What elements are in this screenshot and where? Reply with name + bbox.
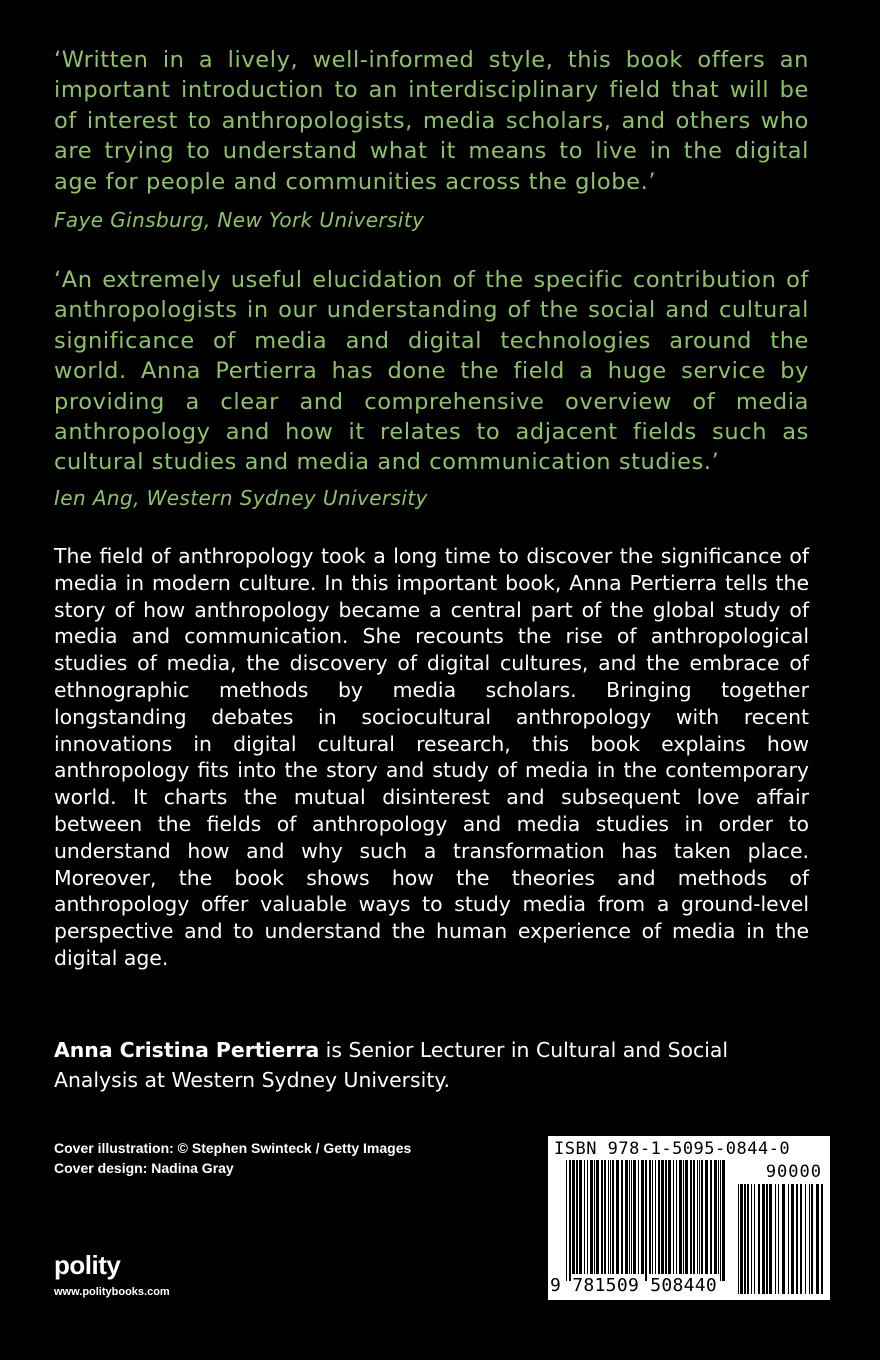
barcode-bar bbox=[690, 1160, 692, 1274]
barcode-bar bbox=[796, 1184, 798, 1294]
barcode-bar bbox=[811, 1184, 813, 1294]
barcode-bar bbox=[782, 1184, 785, 1294]
barcode-bar bbox=[758, 1184, 760, 1294]
barcode-bar bbox=[594, 1160, 595, 1274]
barcode-bar bbox=[775, 1184, 776, 1294]
barcode-bar bbox=[697, 1160, 698, 1274]
illustration-credit: Cover illustration: © Stephen Swinteck / Getty Images bbox=[54, 1140, 412, 1156]
barcode-bar bbox=[778, 1184, 779, 1294]
barcode-bar bbox=[658, 1160, 660, 1274]
barcode-bar bbox=[754, 1184, 755, 1294]
barcode-bar bbox=[747, 1184, 749, 1294]
barcode-bar bbox=[665, 1160, 667, 1274]
barcode-bar bbox=[601, 1160, 603, 1274]
barcode-digits: 9 781509 508440 bbox=[550, 1275, 718, 1296]
barcode-bar bbox=[590, 1160, 593, 1274]
barcode-bar bbox=[579, 1160, 582, 1274]
barcode-bar bbox=[621, 1160, 623, 1274]
review-attribution-2: Ien Ang, Western Sydney University bbox=[54, 486, 428, 510]
barcode-bar bbox=[633, 1160, 636, 1274]
barcode-bar bbox=[608, 1160, 609, 1274]
barcode-bar bbox=[705, 1160, 708, 1274]
barcode-bar bbox=[616, 1160, 619, 1274]
barcode-bar bbox=[809, 1184, 810, 1294]
review-quote-2: ‘An extremely useful elucidation of the specific contribution of anthropologists in our understanding of the social and cultural significance of media and digital technologies around the world. Anna Pertierra has done the field a huge service by providing a clear and comprehensive overview of media anthropology and how it relates to adjacent fields such as cultural studies and media and communication studies.’ bbox=[54, 267, 809, 476]
barcode-bar bbox=[566, 1160, 567, 1281]
author-bio bbox=[54, 1035, 814, 1095]
barcode-bar bbox=[569, 1160, 571, 1281]
barcode-bar bbox=[714, 1160, 717, 1274]
barcode-bar bbox=[587, 1160, 588, 1274]
barcode-bar bbox=[816, 1184, 819, 1294]
barcode-bar bbox=[596, 1160, 599, 1274]
barcode-bar bbox=[584, 1160, 585, 1274]
barcode-bar bbox=[673, 1160, 674, 1274]
barcode-bar bbox=[604, 1160, 606, 1274]
book-description: The field of anthropology took a long time to discover the significance of media in modern culture. In this important book, Anna Pertierra tells the story of how anthropology became a central part of the global study of media and communication. She recounts the rise of anthropological studies of media, the discovery of digital cultures, and the embrace of ethnographic methods by media scholars. Bringing together longstanding debates in sociocultural anthropology with recent innovations in digital cultural research, this book explains how anthropology fits into the story and study of media in the contemporary world. It charts the mutual disinterest and subsequent love affair between the fields of anthropology and media studies in order to understand how and why such a transformation has taken place. Moreover, the book shows how the theories and methods of anthropology offer valuable ways to study media from a ground-level perspective and to understand the human experience of media in the digital age. bbox=[54, 544, 809, 970]
barcode-bar bbox=[576, 1160, 578, 1274]
barcode-bar bbox=[701, 1160, 703, 1274]
barcode-bar bbox=[683, 1160, 684, 1274]
barcode-bar bbox=[805, 1184, 806, 1294]
author-bio-text: is Senior Lecturer in Cultural and Social Analysis at Western Sydney University. bbox=[54, 1038, 729, 1092]
review-attribution-1: Faye Ginsburg, New York University bbox=[54, 208, 425, 232]
isbn-barcode bbox=[548, 1136, 830, 1300]
barcode-bar bbox=[679, 1160, 682, 1274]
barcode-bar bbox=[751, 1184, 752, 1294]
barcode-bar bbox=[649, 1160, 651, 1274]
barcode-bar bbox=[821, 1184, 823, 1294]
barcode-bar bbox=[722, 1160, 725, 1281]
barcode-bar bbox=[629, 1160, 630, 1274]
barcode-bar bbox=[800, 1184, 802, 1294]
cover-credits bbox=[54, 1138, 411, 1178]
barcode-bar bbox=[699, 1160, 700, 1274]
barcode-bar bbox=[769, 1184, 772, 1294]
barcode-bar bbox=[572, 1160, 575, 1274]
barcode-bar bbox=[652, 1160, 653, 1274]
isbn-label: ISBN 978-1-5095-0844-0 bbox=[554, 1139, 791, 1159]
barcode-bar bbox=[720, 1160, 721, 1281]
publisher-logo: polity bbox=[54, 1250, 121, 1280]
review-quote-1: ‘Written in a lively, well-informed style, this book offers an important introduction to an interdisciplinary field that will be of interest to anthropologists, media scholars, and others who are trying to understand what it means to live in the digital age for people and communities across the globe.’ bbox=[54, 47, 809, 195]
author-name: Anna Cristina Pertierra bbox=[54, 1038, 320, 1062]
publisher-url: www.politybooks.com bbox=[54, 1286, 170, 1298]
barcode-bar bbox=[788, 1184, 789, 1294]
barcode-bar bbox=[655, 1160, 656, 1274]
barcode-bar bbox=[740, 1184, 743, 1294]
price-code: 90000 bbox=[765, 1162, 822, 1182]
barcode-bar bbox=[685, 1160, 688, 1274]
barcode-bar bbox=[762, 1184, 765, 1294]
barcode-bar bbox=[676, 1160, 677, 1274]
design-credit: Cover design: Nadina Gray bbox=[54, 1160, 234, 1176]
barcode-bar bbox=[612, 1160, 614, 1274]
barcode-bar bbox=[668, 1160, 671, 1274]
barcode-bar bbox=[645, 1160, 647, 1281]
barcode-bar bbox=[744, 1184, 746, 1294]
barcode-bar bbox=[631, 1160, 632, 1274]
barcode-bar bbox=[625, 1160, 628, 1274]
barcode-bar bbox=[718, 1160, 719, 1274]
barcode-bar bbox=[766, 1184, 768, 1294]
barcode-bar bbox=[791, 1184, 794, 1294]
barcode-bar bbox=[610, 1160, 611, 1274]
barcode-bar bbox=[693, 1160, 695, 1274]
barcode-bar bbox=[638, 1160, 639, 1274]
barcode-bar bbox=[641, 1160, 644, 1274]
barcode-bar bbox=[661, 1160, 664, 1274]
barcode-bar bbox=[738, 1184, 739, 1294]
barcode-bar bbox=[710, 1160, 712, 1274]
